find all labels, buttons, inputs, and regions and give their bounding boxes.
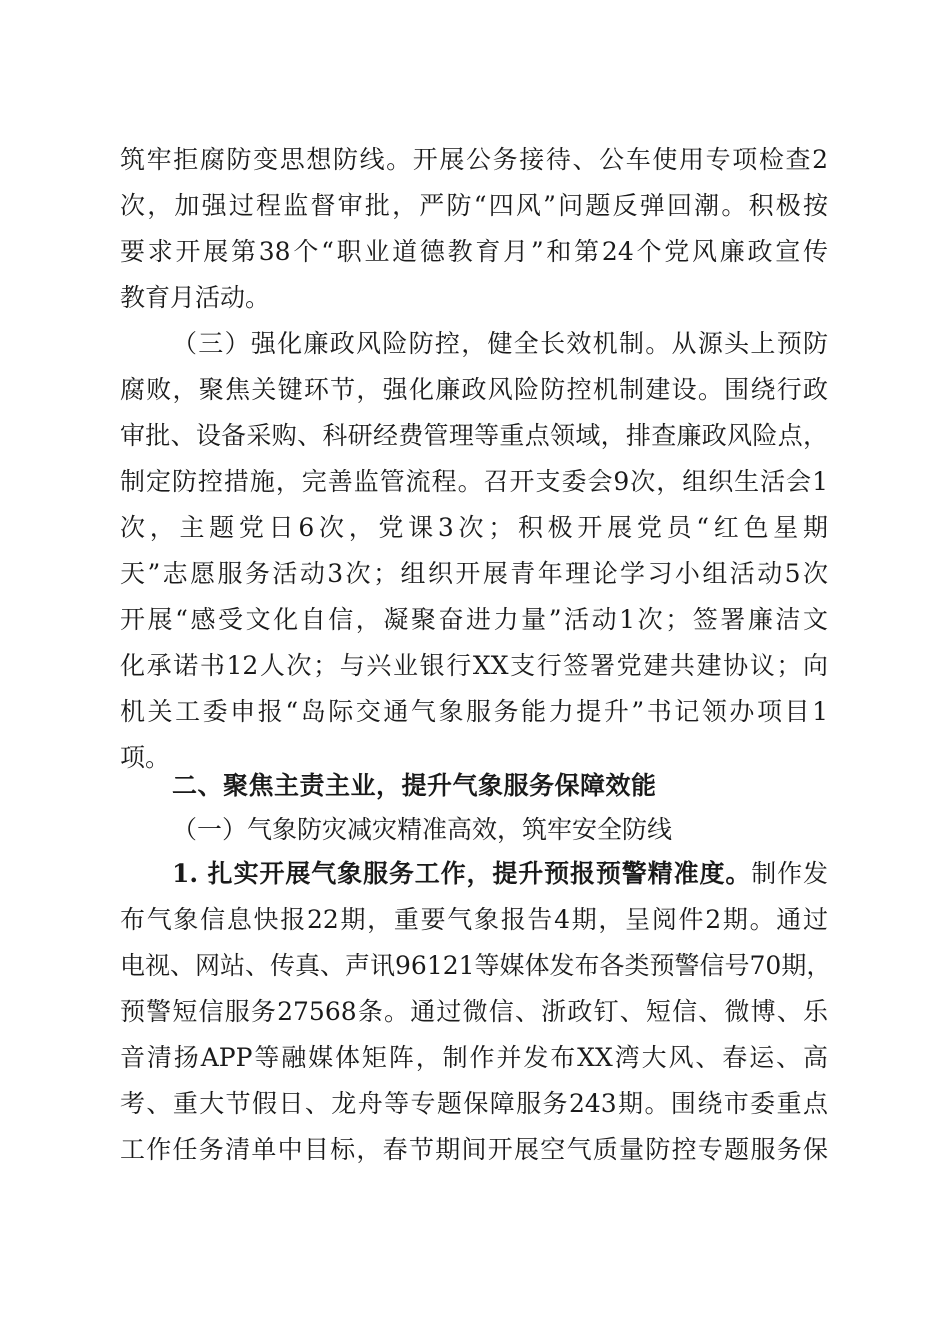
paragraph3-line-5: 音清扬APP等融媒体矩阵，制作并发布XX湾大风、春运、高: [120, 1043, 828, 1072]
paragraph3-line-6: 考、重大节假日、龙舟等专题保障服务243期。围绕市委重点: [120, 1089, 828, 1118]
paragraph3-line-2: 布气象信息快报22期，重要气象报告4期，呈阅件2期。通过: [120, 905, 828, 934]
paragraph3-line-7: 工作任务清单中目标，春节期间开展空气质量防控专题服务保: [120, 1135, 828, 1164]
paragraph2-line-4: 制定防控措施，完善监管流程。召开支委会9次，组织生活会1: [120, 467, 828, 496]
section-heading: 二、聚焦主责主业，提升气象服务保障效能: [172, 771, 657, 800]
paragraph2-line-8: 化承诺书12人次；与兴业银行XX支行签署党建共建协议；向: [120, 651, 828, 680]
paragraph2-line-6: 天”志愿服务活动3次；组织开展青年理论学习小组活动5次: [120, 559, 828, 588]
paragraph3-first-rest: 制作发: [751, 859, 828, 888]
paragraph2-line-1: [172, 322, 828, 366]
paragraph2-lead: （三）强化廉政风险防控，健全长效机制。: [172, 329, 672, 358]
paragraph2-line-9: 机关工委申报“岛际交通气象服务能力提升”书记领办项目1: [120, 697, 828, 726]
paragraph3-line-4: 预警短信服务27568条。通过微信、浙政钉、短信、微博、乐: [120, 997, 828, 1026]
paragraph2-line-10: 项。: [120, 743, 171, 772]
paragraph1-line-2: 次，加强过程监督审批，严防“四风”问题反弹回潮。积极按: [120, 191, 828, 220]
paragraph1-line-3: 要求开展第38个“职业道德教育月”和第24个党风廉政宣传: [120, 237, 828, 266]
subsection-heading: （一）气象防灾减灾精准高效，筑牢安全防线: [172, 815, 673, 844]
paragraph3-lead: 1. 扎实开展气象服务工作，提升预报预警精准度。: [172, 859, 752, 888]
paragraph2-first-rest: 从源头上预防: [671, 329, 828, 358]
paragraph1-line-1: 筑牢拒腐防变思想防线。开展公务接待、公车使用专项检查2: [120, 145, 828, 174]
paragraph2-line-2: 腐败，聚焦关键环节，强化廉政风险防控机制建设。围绕行政: [120, 375, 828, 404]
paragraph1-line-4: 教育月活动。: [120, 283, 271, 312]
paragraph3-line-3: 电视、网站、传真、声讯96121等媒体发布各类预警信号70期，: [120, 951, 832, 980]
paragraph2-line-5: 次，主题党日6次，党课3次；积极开展党员“红色星期: [120, 513, 828, 542]
paragraph2-line-7: 开展“感受文化自信，凝聚奋进力量”活动1次；签署廉洁文: [120, 605, 828, 634]
paragraph2-line-3: 审批、设备采购、科研经费管理等重点领域，排查廉政风险点，: [120, 421, 828, 450]
paragraph3-line-1: [172, 852, 828, 896]
